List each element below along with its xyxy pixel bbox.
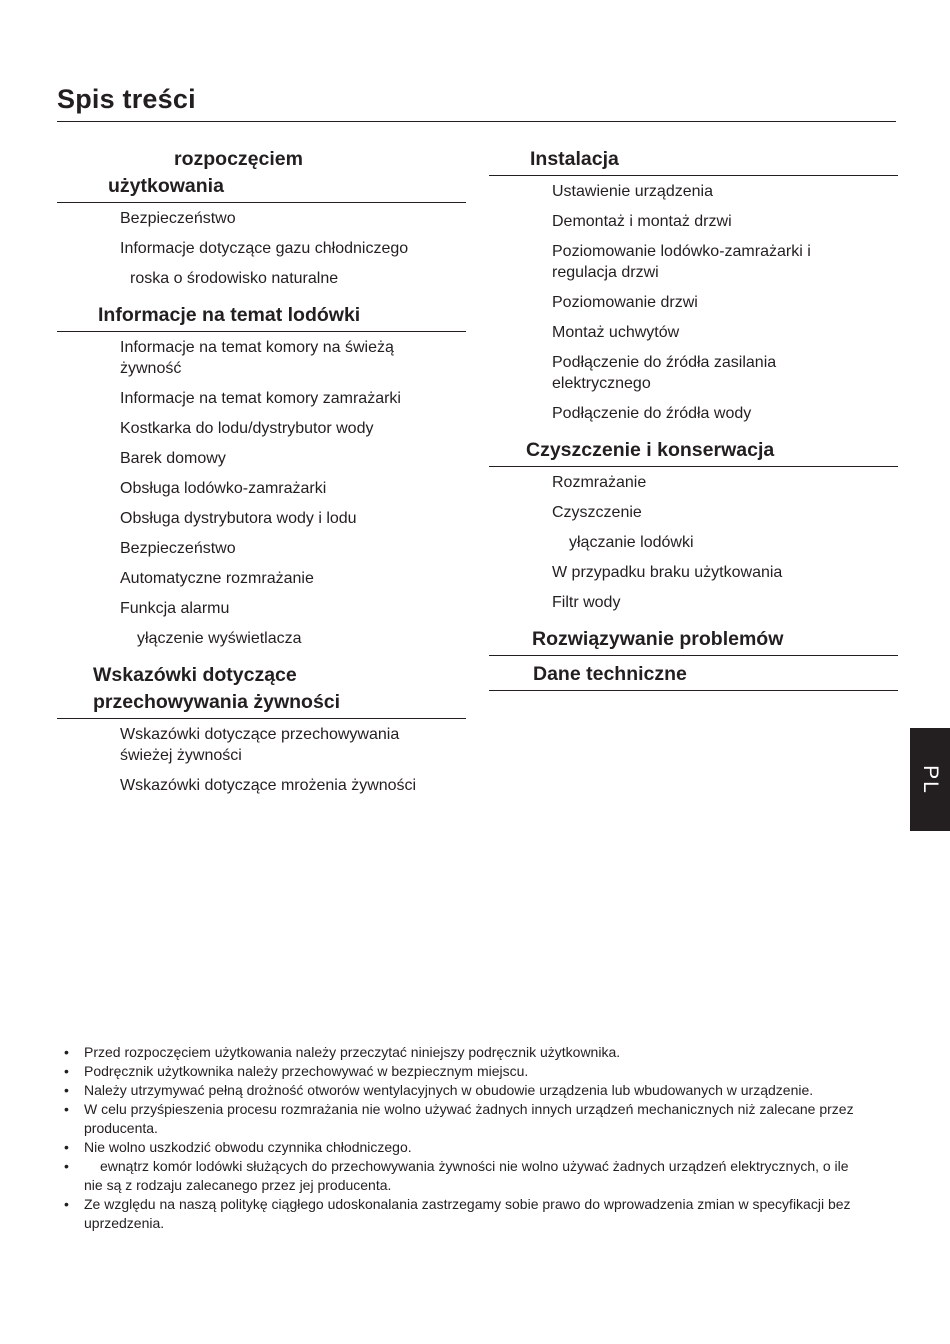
toc-item-fresh-storage-tips[interactable]: Wskazówki dotyczące przechowywania świeżej żywności [120, 726, 400, 764]
toc-item-safety[interactable]: Bezpieczeństwo [120, 210, 236, 227]
toc-item-door-removal[interactable]: Demontaż i montaż drzwi [552, 213, 732, 230]
toc-item-leveling-doors[interactable]: Poziomowanie drzwi [552, 294, 698, 311]
language-tab-label: PL [919, 764, 942, 795]
note-item: • Ze względu na naszą politykę ciągłego udoskonalania zastrzegamy sobie prawo do wprowadzenia zmian w specyfikacji bez uprzedzenia. [64, 1196, 851, 1231]
toc-item-home-bar[interactable]: Barek domowy [120, 450, 226, 467]
toc-section-heading[interactable] [489, 146, 898, 176]
toc-item-water-filter[interactable]: Filtr wody [552, 594, 621, 611]
bullet-icon: • [64, 1158, 69, 1174]
toc-item-refrigerant-info[interactable]: Informacje dotyczące gazu chłodniczego [120, 240, 409, 257]
toc-item-cleaning[interactable]: Czyszczenie [552, 504, 642, 521]
heading-line: rozpoczęciem [174, 148, 303, 170]
toc-section-heading[interactable] [489, 437, 898, 467]
toc-item-ice-maker[interactable]: Kostkarka do lodu/dystrybutor wody [120, 420, 374, 437]
heading-line: Instalacja [530, 148, 619, 170]
toc-item-safety-2[interactable]: Bezpieczeństwo [120, 540, 236, 557]
toc-section-technical-data [489, 661, 898, 691]
toc-item-power-connection[interactable]: Podłączenie do źródła zasilania elektrycznego [552, 354, 777, 392]
note-item: • W celu przyśpieszenia procesu rozmrażania nie wolno używać żadnych innych urządzeń mechanicznych niż zalecane przez producenta. [64, 1101, 854, 1136]
note-item: • ewnątrz komór lodówki służących do przechowywania żywności nie wolno używać żadnych urządzeń elektrycznych, o ile nie są z rodzaju zalecanego przez jej producenta. [64, 1158, 849, 1193]
bullet-icon: • [64, 1044, 69, 1060]
bullet-icon: • [64, 1101, 69, 1117]
heading-line: przechowywania żywności [93, 691, 341, 713]
toc-item-freezer-compartment[interactable]: Informacje na temat komory zamrażarki [120, 390, 401, 407]
toc-section-installation [489, 146, 898, 437]
heading-line: Dane techniczne [533, 663, 687, 685]
toc-item-leveling-fridge[interactable]: Poziomowanie lodówko-zamrażarki i regulacja drzwi [552, 243, 811, 281]
toc-item-auto-defrost[interactable]: Automatyczne rozmrażanie [120, 570, 314, 587]
heading-line: Czyszczenie i konserwacja [526, 439, 775, 461]
notes-list [64, 1043, 864, 1233]
toc-section-heading[interactable] [57, 662, 466, 719]
toc-section-before-use [57, 146, 466, 302]
toc-item-dispenser-operation[interactable]: Obsługa dystrybutora wody i lodu [120, 510, 357, 527]
toc-item-environment[interactable]: roska o środowisko naturalne [130, 270, 339, 287]
toc-item-handles[interactable]: Montaż uchwytów [552, 324, 680, 341]
note-item: • Nie wolno uszkodzić obwodu czynnika chłodniczego. [64, 1139, 412, 1155]
toc-section-troubleshooting [489, 626, 898, 656]
toc-item-fresh-food-compartment[interactable]: Informacje na temat komory na świeżą żywność [120, 339, 394, 377]
bullet-icon: • [64, 1139, 69, 1155]
toc-item-freezing-tips[interactable]: Wskazówki dotyczące mrożenia żywności [120, 777, 417, 794]
toc-item-display-off[interactable]: yłączenie wyświetlacza [137, 630, 302, 647]
note-item: • Należy utrzymywać pełną drożność otworów wentylacyjnych w obudowie urządzenia lub wbudowanych w urządzenie. [64, 1082, 814, 1098]
toc-left-column [57, 146, 466, 809]
heading-line: użytkowania [108, 175, 224, 197]
heading-line: Rozwiązywanie problemów [532, 628, 784, 650]
toc-section-storage-tips [57, 662, 466, 809]
note-item: • Przed rozpoczęciem użytkowania należy przeczytać niniejszy podręcznik użytkownika. [64, 1044, 621, 1060]
toc-item-alarm[interactable]: Funkcja alarmu [120, 600, 230, 617]
toc-item-water-connection[interactable]: Podłączenie do źródła wody [552, 405, 752, 422]
toc-item-switching-off[interactable]: yłączanie lodówki [569, 534, 694, 551]
toc-item-not-in-use[interactable]: W przypadku braku użytkowania [552, 564, 783, 581]
toc-section-cleaning [489, 437, 898, 626]
heading-line: Informacje na temat lodówki [98, 304, 361, 326]
toc-section-heading[interactable] [489, 661, 898, 691]
bullet-icon: • [64, 1196, 69, 1212]
toc-section-heading[interactable] [57, 146, 466, 203]
toc-section-heading[interactable] [57, 302, 466, 332]
bullet-icon: • [64, 1082, 69, 1098]
language-tab[interactable] [910, 728, 950, 831]
page-title: Spis treści [57, 84, 196, 114]
toc-item-fridge-operation[interactable]: Obsługa lodówko-zamrażarki [120, 480, 327, 497]
title-divider [57, 121, 896, 122]
toc-item-placement[interactable]: Ustawienie urządzenia [552, 183, 713, 200]
note-item: • Podręcznik użytkownika należy przechowywać w bezpiecznym miejscu. [64, 1063, 529, 1079]
toc-right-column [489, 146, 898, 691]
heading-line: Wskazówki dotyczące [93, 664, 297, 686]
toc-section-heading[interactable] [489, 626, 898, 656]
bullet-icon: • [64, 1063, 69, 1079]
toc-section-fridge-info [57, 302, 466, 662]
toc-item-defrosting[interactable]: Rozmrażanie [552, 474, 647, 491]
